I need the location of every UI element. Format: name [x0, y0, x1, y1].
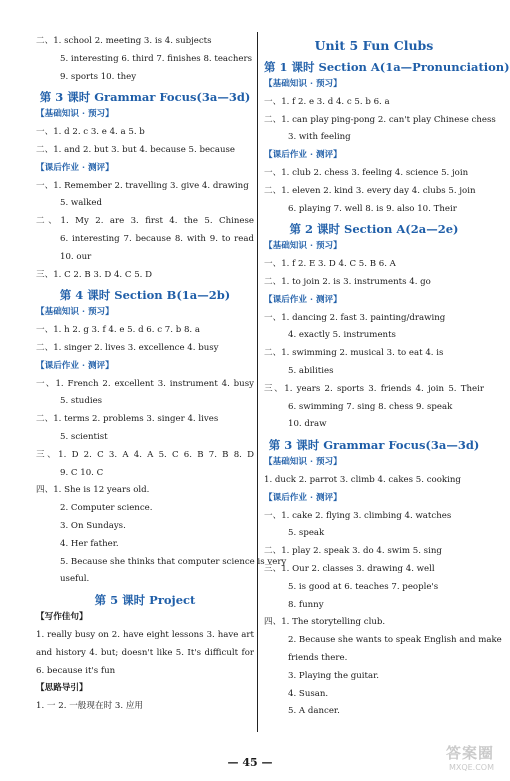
answer-line: 4. Her father. [60, 538, 119, 549]
answer-line: 一、1. cake 2. flying 3. climbing 4. watches [264, 510, 452, 521]
subsection-tag: 【课后作业 · 测评】 [264, 294, 342, 305]
subsection-tag: 【基础知识 · 预习】 [36, 109, 114, 120]
section-heading: 第 5 课时 Project [94, 593, 196, 608]
answer-line: 一、1. h 2. g 3. f 4. e 5. d 6. c 7. b 8. a [36, 325, 200, 336]
answer-line: 5. scientist [60, 431, 108, 442]
answer-line: 6. swimming 7. sing 8. chess 9. speak [288, 401, 453, 412]
answer-line: 一、1. f 2. E 3. D 4. C 5. B 6. A [264, 259, 396, 270]
answer-line: 三、1. years 2. sports 3. friends 4. join 5. Their [264, 383, 484, 394]
watermark-text: 答案圈 [445, 744, 494, 762]
answer-line: 三、1. Our 2. classes 3. drawing 4. well [264, 563, 435, 574]
subsection-tag: 【基础知识 · 预习】 [264, 79, 342, 89]
subsection-tag: 【基础知识 · 预习】 [264, 457, 342, 468]
answer-line: 5. interesting 6. third 7. finishes 8. teachers [60, 53, 252, 64]
watermark-logo [438, 744, 494, 776]
answer-line: 二、1. singer 2. lives 3. excellence 4. busy [36, 342, 219, 353]
subsection-tag: 【课后作业 · 测评】 [36, 360, 114, 371]
answer-line: 四、1. The storytelling club. [264, 617, 386, 628]
answer-line: 1. 一 2. 一般现在时 3. 应用 [36, 701, 144, 712]
answer-line: 2. Computer science. [60, 503, 153, 514]
answer-line: 四、1. She is 12 years old. [36, 485, 150, 496]
answer-line: 5. A dancer. [288, 706, 340, 717]
answer-line: 5. speak [288, 528, 325, 539]
answer-line: 一、1. club 2. chess 3. feeling 4. science 5. join [264, 167, 469, 178]
answer-line: 3. with feeling [288, 132, 351, 143]
answer-line: 一、1. Remember 2. travelling 3. give 4. drawing [36, 180, 249, 191]
section-heading: Unit 5 Fun Clubs [314, 38, 434, 53]
answer-line: 9. C 10. C [60, 467, 104, 478]
column-divider [257, 32, 258, 732]
answer-line: 二、1. terms 2. problems 3. singer 4. lives [36, 414, 219, 425]
answer-line: 二、1. can play ping-pong 2. can't play Chinese chess [264, 114, 496, 125]
left-column [36, 34, 287, 717]
answer-line: 10. draw [288, 419, 327, 430]
answer-line: 5. is good at 6. teaches 7. people's [288, 581, 439, 592]
section-heading: 第 3 课时 Grammar Focus(3a—3d) [39, 90, 251, 105]
watermark-url: MXQE.COM [448, 763, 494, 772]
right-column [264, 34, 510, 722]
answer-line: 二、1. to join 2. is 3. instruments 4. go [264, 276, 431, 287]
answer-line: 二、1. swimming 2. musical 3. to eat 4. is [264, 348, 444, 359]
section-heading: 第 2 课时 Section A(2a—2e) [289, 222, 459, 237]
subsection-tag: 【课后作业 · 测评】 [36, 162, 114, 173]
section-heading: 第 3 课时 Grammar Focus(3a—3d) [268, 438, 480, 453]
subsection-tag: 【思路导引】 [36, 683, 88, 694]
answer-line: friends there. [288, 652, 348, 663]
answer-line: 5. studies [60, 396, 103, 407]
answer-line: 1. really busy on 2. have eight lessons 3. have art [36, 629, 254, 640]
answer-line: 2. Because she wants to speak English and make [288, 635, 502, 646]
answer-line: 5. Because she thinks that computer science is very [60, 556, 287, 567]
subsection-tag: 【写作佳句】 [36, 612, 88, 623]
subsection-tag: 【基础知识 · 预习】 [264, 241, 342, 252]
answer-line: 二、1. My 2. are 3. first 4. the 5. Chinese [36, 216, 254, 227]
section-heading: 第 4 课时 Section B(1a—2b) [59, 288, 231, 303]
answer-line: 1. duck 2. parrot 3. climb 4. cakes 5. cooking [264, 474, 461, 485]
answer-line: useful. [60, 574, 90, 585]
answer-line: 6. because it's fun [36, 665, 116, 676]
answer-line: 5. walked [60, 198, 102, 209]
answer-line: 6. interesting 7. because 8. with 9. to read [60, 233, 254, 244]
answer-line: 二、1. and 2. but 3. but 4. because 5. because [36, 144, 236, 155]
answer-line: and history 4. but; doesn't like 5. It's difficult for [36, 647, 254, 658]
answer-line: 一、1. French 2. excellent 3. instrument 4. busy [36, 378, 254, 389]
page-number: — 45 — [227, 756, 273, 769]
section-heading: 第 1 课时 Section A(1a—Pronunciation) [264, 60, 510, 74]
answer-line: 一、1. f 2. e 3. d 4. c 5. b 6. a [264, 96, 390, 107]
subsection-tag: 【课后作业 · 测评】 [264, 492, 342, 503]
answer-line: 4. exactly 5. instruments [288, 330, 396, 341]
answer-line: 3. Playing the guitar. [288, 670, 380, 681]
answer-line: 8. funny [288, 599, 324, 610]
answer-line: 9. sports 10. they [60, 71, 137, 82]
answer-line: 一、1. dancing 2. fast 3. painting/drawing [264, 312, 446, 323]
answer-line: 一、1. d 2. c 3. e 4. a 5. b [36, 127, 145, 138]
subsection-tag: 【课后作业 · 测评】 [264, 150, 342, 161]
answer-line: 10. our [60, 251, 92, 262]
answer-line: 三、1. C 2. B 3. D 4. C 5. D [36, 269, 153, 280]
answer-line: 二、1. play 2. speak 3. do 4. swim 5. sing [264, 546, 442, 557]
subsection-tag: 【基础知识 · 预习】 [36, 307, 114, 318]
answer-line: 5. abilities [288, 365, 334, 376]
answer-line: 3. On Sundays. [60, 520, 126, 531]
answer-line: 6. playing 7. well 8. is 9. also 10. Their [288, 203, 457, 214]
answer-line: 三、1. D 2. C 3. A 4. A 5. C 6. B 7. B 8. D [36, 449, 254, 460]
answer-line: 二、1. eleven 2. kind 3. every day 4. clubs 5. join [264, 185, 476, 196]
answer-line: 二、1. school 2. meeting 3. is 4. subjects [36, 36, 212, 46]
answer-line: 4. Susan. [288, 688, 329, 699]
